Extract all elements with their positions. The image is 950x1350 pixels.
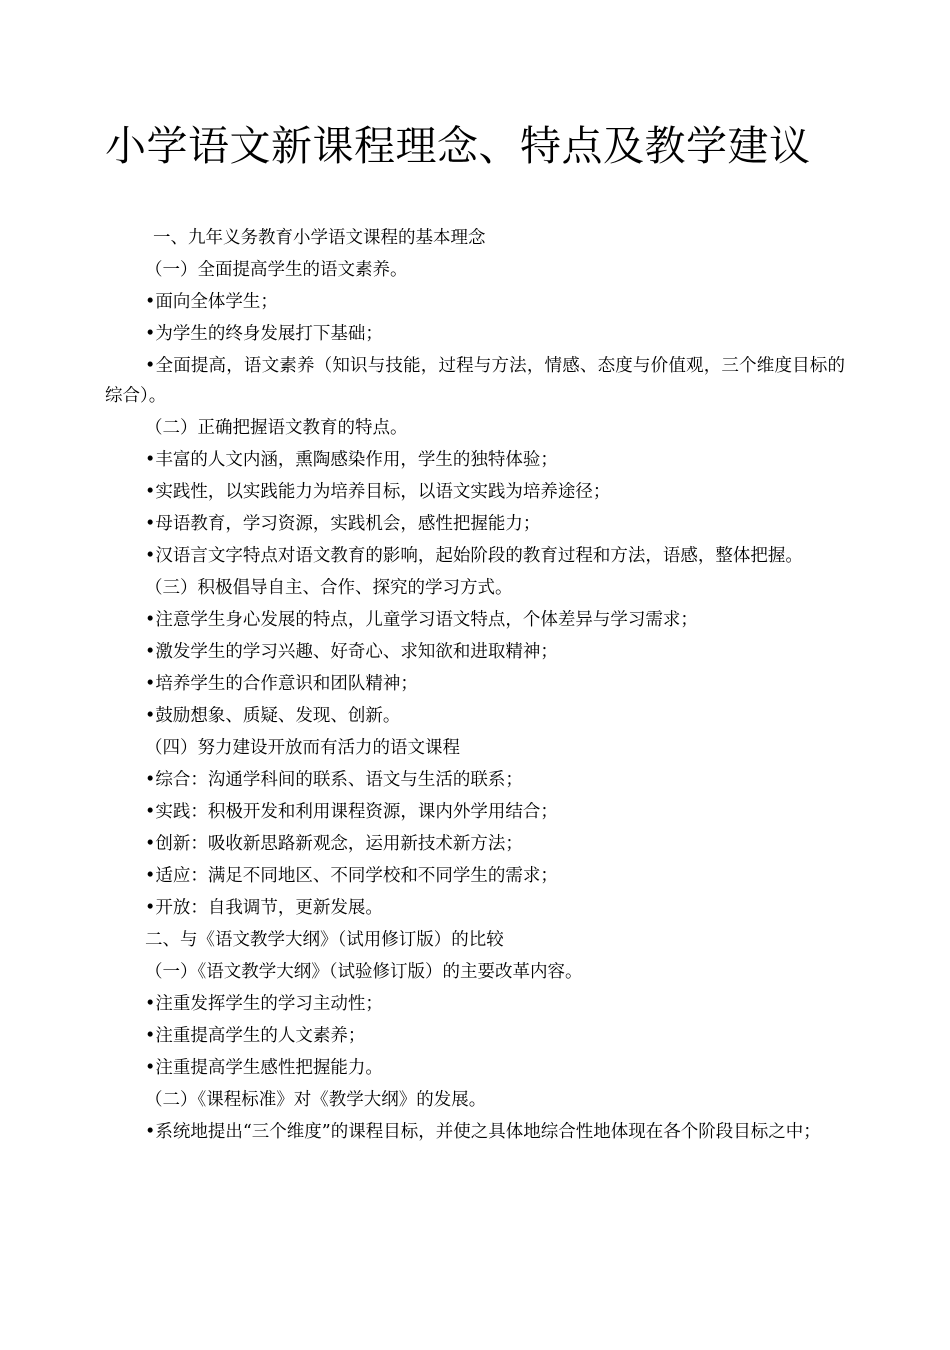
subsection-heading: （一）全面提高学生的语文素养。 xyxy=(145,260,408,280)
bullet-item: •注重提高学生感性把握能力。 xyxy=(145,1058,383,1078)
subsection-heading: （一）《语文教学大纲》（试验修订版）的主要改革内容。 xyxy=(145,962,583,982)
bullet-item: •激发学生的学习兴趣、好奇心、求知欲和进取精神； xyxy=(145,642,558,662)
bullet-item: •面向全体学生； xyxy=(145,292,278,312)
subsection-heading: （二）《课程标准》对《教学大纲》的发展。 xyxy=(145,1090,487,1110)
bullet-item: •综合：沟通学科间的联系、语文与生活的联系； xyxy=(145,770,523,790)
bullet-item: •丰富的人文内涵，熏陶感染作用，学生的独特体验； xyxy=(145,450,558,470)
bullet-item: •开放：自我调节，更新发展。 xyxy=(145,898,383,918)
bullet-item: •实践性，以实践能力为培养目标，以语文实践为培养途径； xyxy=(145,482,611,502)
bullet-item: •注意学生身心发展的特点，儿童学习语文特点，个体差异与学习需求； xyxy=(145,610,698,630)
bullet-item: •实践：积极开发和利用课程资源，课内外学用结合； xyxy=(145,802,558,822)
bullet-item: •全面提高，语文素养（知识与技能，过程与方法，情感、态度与价值观，三个维度目标的综合）。 xyxy=(105,356,845,406)
section-heading: 二、与《语文教学大纲》（试用修订版）的比较 xyxy=(145,930,504,950)
bullet-item: •系统地提出“三个维度”的课程目标，并使之具体地综合性地体现在各个阶段目标之中； xyxy=(145,1122,821,1142)
document-title: 小学语文新课程理念、特点及教学建议 xyxy=(105,122,811,170)
bullet-item: •汉语言文字特点对语文教育的影响，起始阶段的教育过程和方法，语感，整体把握。 xyxy=(145,546,803,566)
bullet-item: •适应：满足不同地区、不同学校和不同学生的需求； xyxy=(145,866,558,886)
subsection-heading: （三）积极倡导自主、合作、探究的学习方式。 xyxy=(145,578,513,598)
bullet-item: •鼓励想象、质疑、发现、创新。 xyxy=(145,706,401,726)
subsection-heading: （四）努力建设开放而有活力的语文课程 xyxy=(145,738,460,758)
section-heading: 一、九年义务教育小学语文课程的基本理念 xyxy=(153,228,486,248)
bullet-item: •注重发挥学生的学习主动性； xyxy=(145,994,383,1014)
document-body xyxy=(105,222,845,1148)
bullet-item: •培养学生的合作意识和团队精神； xyxy=(145,674,418,694)
bullet-item: •为学生的终身发展打下基础； xyxy=(145,324,383,344)
bullet-item: •创新：吸收新思路新观念，运用新技术新方法； xyxy=(145,834,523,854)
subsection-heading: （二）正确把握语文教育的特点。 xyxy=(145,418,408,438)
bullet-item: •注重提高学生的人文素养； xyxy=(145,1026,366,1046)
bullet-item: •母语教育，学习资源，实践机会，感性把握能力； xyxy=(145,514,541,534)
